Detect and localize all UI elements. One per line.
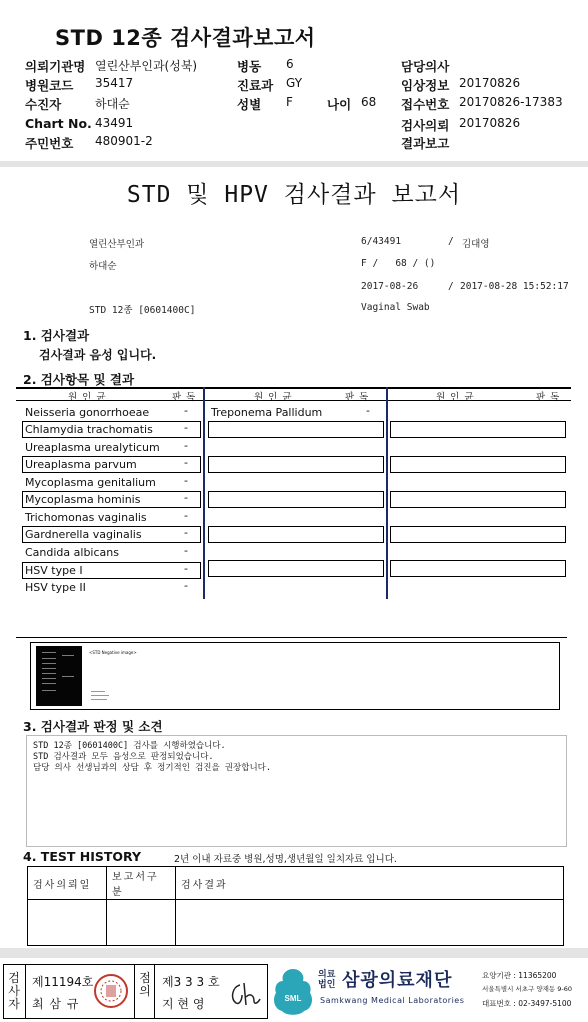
- checker-license-no: 제3 3 3 호: [162, 975, 220, 989]
- receipt-no-label: 접수번호: [401, 97, 450, 112]
- patient-value: 하대순: [95, 97, 130, 111]
- checker-name: 지 현 영: [162, 997, 205, 1011]
- ward-label: 병동: [237, 59, 262, 74]
- request-date-value: 20170826: [459, 116, 521, 130]
- section-separator: [16, 637, 567, 638]
- pathogen-result: -: [184, 526, 188, 539]
- report-sex-age: F / 68 / (): [361, 258, 436, 269]
- empty-cell-box: [390, 421, 566, 438]
- pathogen-name: Trichomonas vaginalis: [25, 511, 147, 524]
- header-separator: [0, 161, 588, 167]
- empty-cell-box: [208, 421, 384, 438]
- pathogen-result: -: [184, 439, 188, 452]
- history-cell: [107, 900, 176, 946]
- org-name: 삼광의료재단: [342, 970, 453, 991]
- report-date-request: 2017-08-26: [361, 281, 419, 292]
- logo-text: SML: [284, 994, 302, 1003]
- gel-image-caption: <STD Negative image>: [89, 650, 137, 655]
- empty-cell-box: [208, 456, 384, 473]
- report-header-title: STD 12종 검사결과보고서: [55, 26, 316, 50]
- history-header-request-date: 검사의뢰일: [28, 867, 107, 900]
- request-date-label: 검사의뢰: [401, 118, 450, 133]
- section-opinion-heading: 3. 검사결과 판정 및 소견: [23, 719, 163, 734]
- pathogen-result: -: [184, 491, 188, 504]
- dept-value: GY: [286, 76, 303, 90]
- pathogen-name: Chlamydia trachomatis: [25, 423, 153, 436]
- pathogen-result: -: [184, 544, 188, 557]
- hospital-code-label: 병원코드: [25, 78, 74, 93]
- empty-cell-box: [208, 526, 384, 543]
- hospital-code-value: 35417: [95, 76, 134, 90]
- report-test: STD 12종 [0601400C]: [89, 305, 196, 316]
- history-table: [27, 866, 564, 946]
- pathogen-result: -: [184, 456, 188, 469]
- pathogen-result: -: [184, 509, 188, 522]
- sex-label: 성별: [237, 97, 262, 112]
- section-history-heading: 4. TEST HISTORY: [23, 849, 142, 864]
- checker-signature-icon: [226, 979, 262, 1009]
- history-cell: [28, 900, 107, 946]
- history-header-report-type: 보고서구분: [107, 867, 176, 900]
- grid-col2-pathogen-header: 원인균: [254, 392, 297, 403]
- finding-line: 담당 의사 선생님과의 상담 후 정기적인 검진을 권장합니다.: [33, 763, 272, 773]
- chart-no-value: 43491: [95, 116, 134, 130]
- grid-col1-judgement-header: 판독: [172, 392, 201, 403]
- empty-cell-box: [390, 526, 566, 543]
- resident-no-label: 주민번호: [25, 136, 74, 151]
- pathogen-result: -: [184, 474, 188, 487]
- section-items-heading: 2. 검사항목 및 결과: [23, 372, 135, 387]
- care-code: 요양기관 : 11365200: [482, 971, 557, 980]
- pathogen-result: -: [184, 421, 188, 434]
- empty-cell-box: [208, 491, 384, 508]
- org-prefix: [318, 970, 335, 990]
- org-prefix-1: 의료: [318, 970, 336, 980]
- gel-electrophoresis-image: [36, 646, 82, 706]
- report-chart-ref: 6/43491: [361, 236, 402, 247]
- org-address: 서울특별시 서초구 양재동 9-60: [482, 985, 573, 993]
- grid-divider-2: [386, 387, 388, 599]
- pathogen-name: Mycoplasma hominis: [25, 493, 141, 506]
- examiner-seal-icon: [93, 973, 129, 1009]
- empty-cell-box: [208, 560, 384, 577]
- dept-label: 진료과: [237, 78, 274, 93]
- sml-logo-icon: [272, 967, 314, 1017]
- history-cell: [176, 900, 564, 946]
- pathogen-result: -: [184, 562, 188, 575]
- org-name-en: Samkwang Medical Laboratories: [320, 996, 465, 1005]
- pathogen-result: -: [184, 579, 188, 592]
- report-label: 결과보고: [401, 136, 450, 151]
- report-clinic: 열린산부인과: [89, 239, 145, 250]
- grid-divider-1: [203, 387, 205, 599]
- findings-box: [26, 735, 567, 847]
- pathogen-name: Ureaplasma urealyticum: [25, 441, 160, 454]
- age-value: 68: [361, 95, 377, 109]
- result-text: 검사결과 음성 입니다.: [39, 348, 157, 362]
- grid-col2-judgement-header: 판독: [345, 392, 374, 403]
- report-doctor-sep: /: [448, 236, 454, 247]
- empty-cell-box: [390, 456, 566, 473]
- pathogen-name: Mycoplasma genitalium: [25, 476, 156, 489]
- resident-no-value: 480901-2: [95, 134, 153, 148]
- checker-label: 점의: [139, 971, 151, 998]
- examiner-name: 최 삼 규: [32, 997, 80, 1011]
- pathogen-name: Gardnerella vaginalis: [25, 528, 142, 541]
- pathogen-result: -: [184, 404, 188, 417]
- signature-box: [3, 964, 268, 1019]
- gel-image-box: [30, 642, 560, 710]
- report-patient: 하대순: [89, 261, 117, 272]
- finding-line: STD 검사결과 모두 음성으로 판정되었습니다.: [33, 752, 214, 762]
- finding-line: STD 12종 [0601400C] 검사를 시행하였습니다.: [33, 741, 226, 751]
- pathogen-name: Neisseria gonorrhoeae: [25, 406, 150, 419]
- org-prefix-2: 법인: [318, 980, 336, 990]
- empty-cell-box: [390, 491, 566, 508]
- pathogen-name: Treponema Pallidum: [211, 406, 323, 419]
- facility-value: 열린산부인과(성북): [95, 59, 198, 73]
- chart-no-label: Chart No.: [25, 116, 92, 131]
- pathogen-name: HSV type II: [25, 581, 86, 594]
- org-phone: 대표번호 : 02-3497-5100: [482, 999, 572, 1008]
- patient-label: 수진자: [25, 97, 62, 112]
- section-result-heading: 1. 검사결과: [23, 328, 90, 343]
- report-doctor: 김대영: [462, 239, 490, 250]
- report-date-sep: /: [448, 281, 454, 292]
- pathogen-name: HSV type I: [25, 564, 83, 577]
- ward-value: 6: [286, 57, 294, 71]
- facility-label: 의뢰기관명: [25, 59, 86, 74]
- age-label: 나이: [327, 97, 352, 112]
- history-header-result: 검사결과: [176, 867, 564, 900]
- grid-col1-pathogen-header: 원인균: [68, 392, 111, 403]
- footer-separator: [0, 948, 588, 958]
- report-specimen: Vaginal Swab: [361, 302, 430, 313]
- examiner-license-no: 제11194호: [32, 975, 94, 989]
- report-title: STD 및 HPV 검사결과 보고서: [126, 182, 462, 208]
- grid-col3-judgement-header: 판독: [536, 392, 565, 403]
- empty-cell-box: [390, 560, 566, 577]
- doctor-label: 담당의사: [401, 59, 450, 74]
- clinical-info-label: 임상정보: [401, 78, 450, 93]
- report-date-report: 2017-08-28 15:52:17: [460, 281, 569, 292]
- sex-value: F: [286, 95, 293, 109]
- clinical-info-value: 20170826: [459, 76, 521, 90]
- grid-col3-pathogen-header: 원인균: [436, 392, 479, 403]
- receipt-no-value: 20170826-17383: [459, 95, 563, 109]
- pathogen-result: -: [366, 404, 370, 417]
- pathogen-name: Candida albicans: [25, 546, 119, 559]
- history-note: 2년 이내 자료중 병원,성명,생년월일 일치자료 입니다.: [174, 854, 397, 865]
- pathogen-name: Ureaplasma parvum: [25, 458, 137, 471]
- examiner-label: 검사자: [8, 971, 20, 1011]
